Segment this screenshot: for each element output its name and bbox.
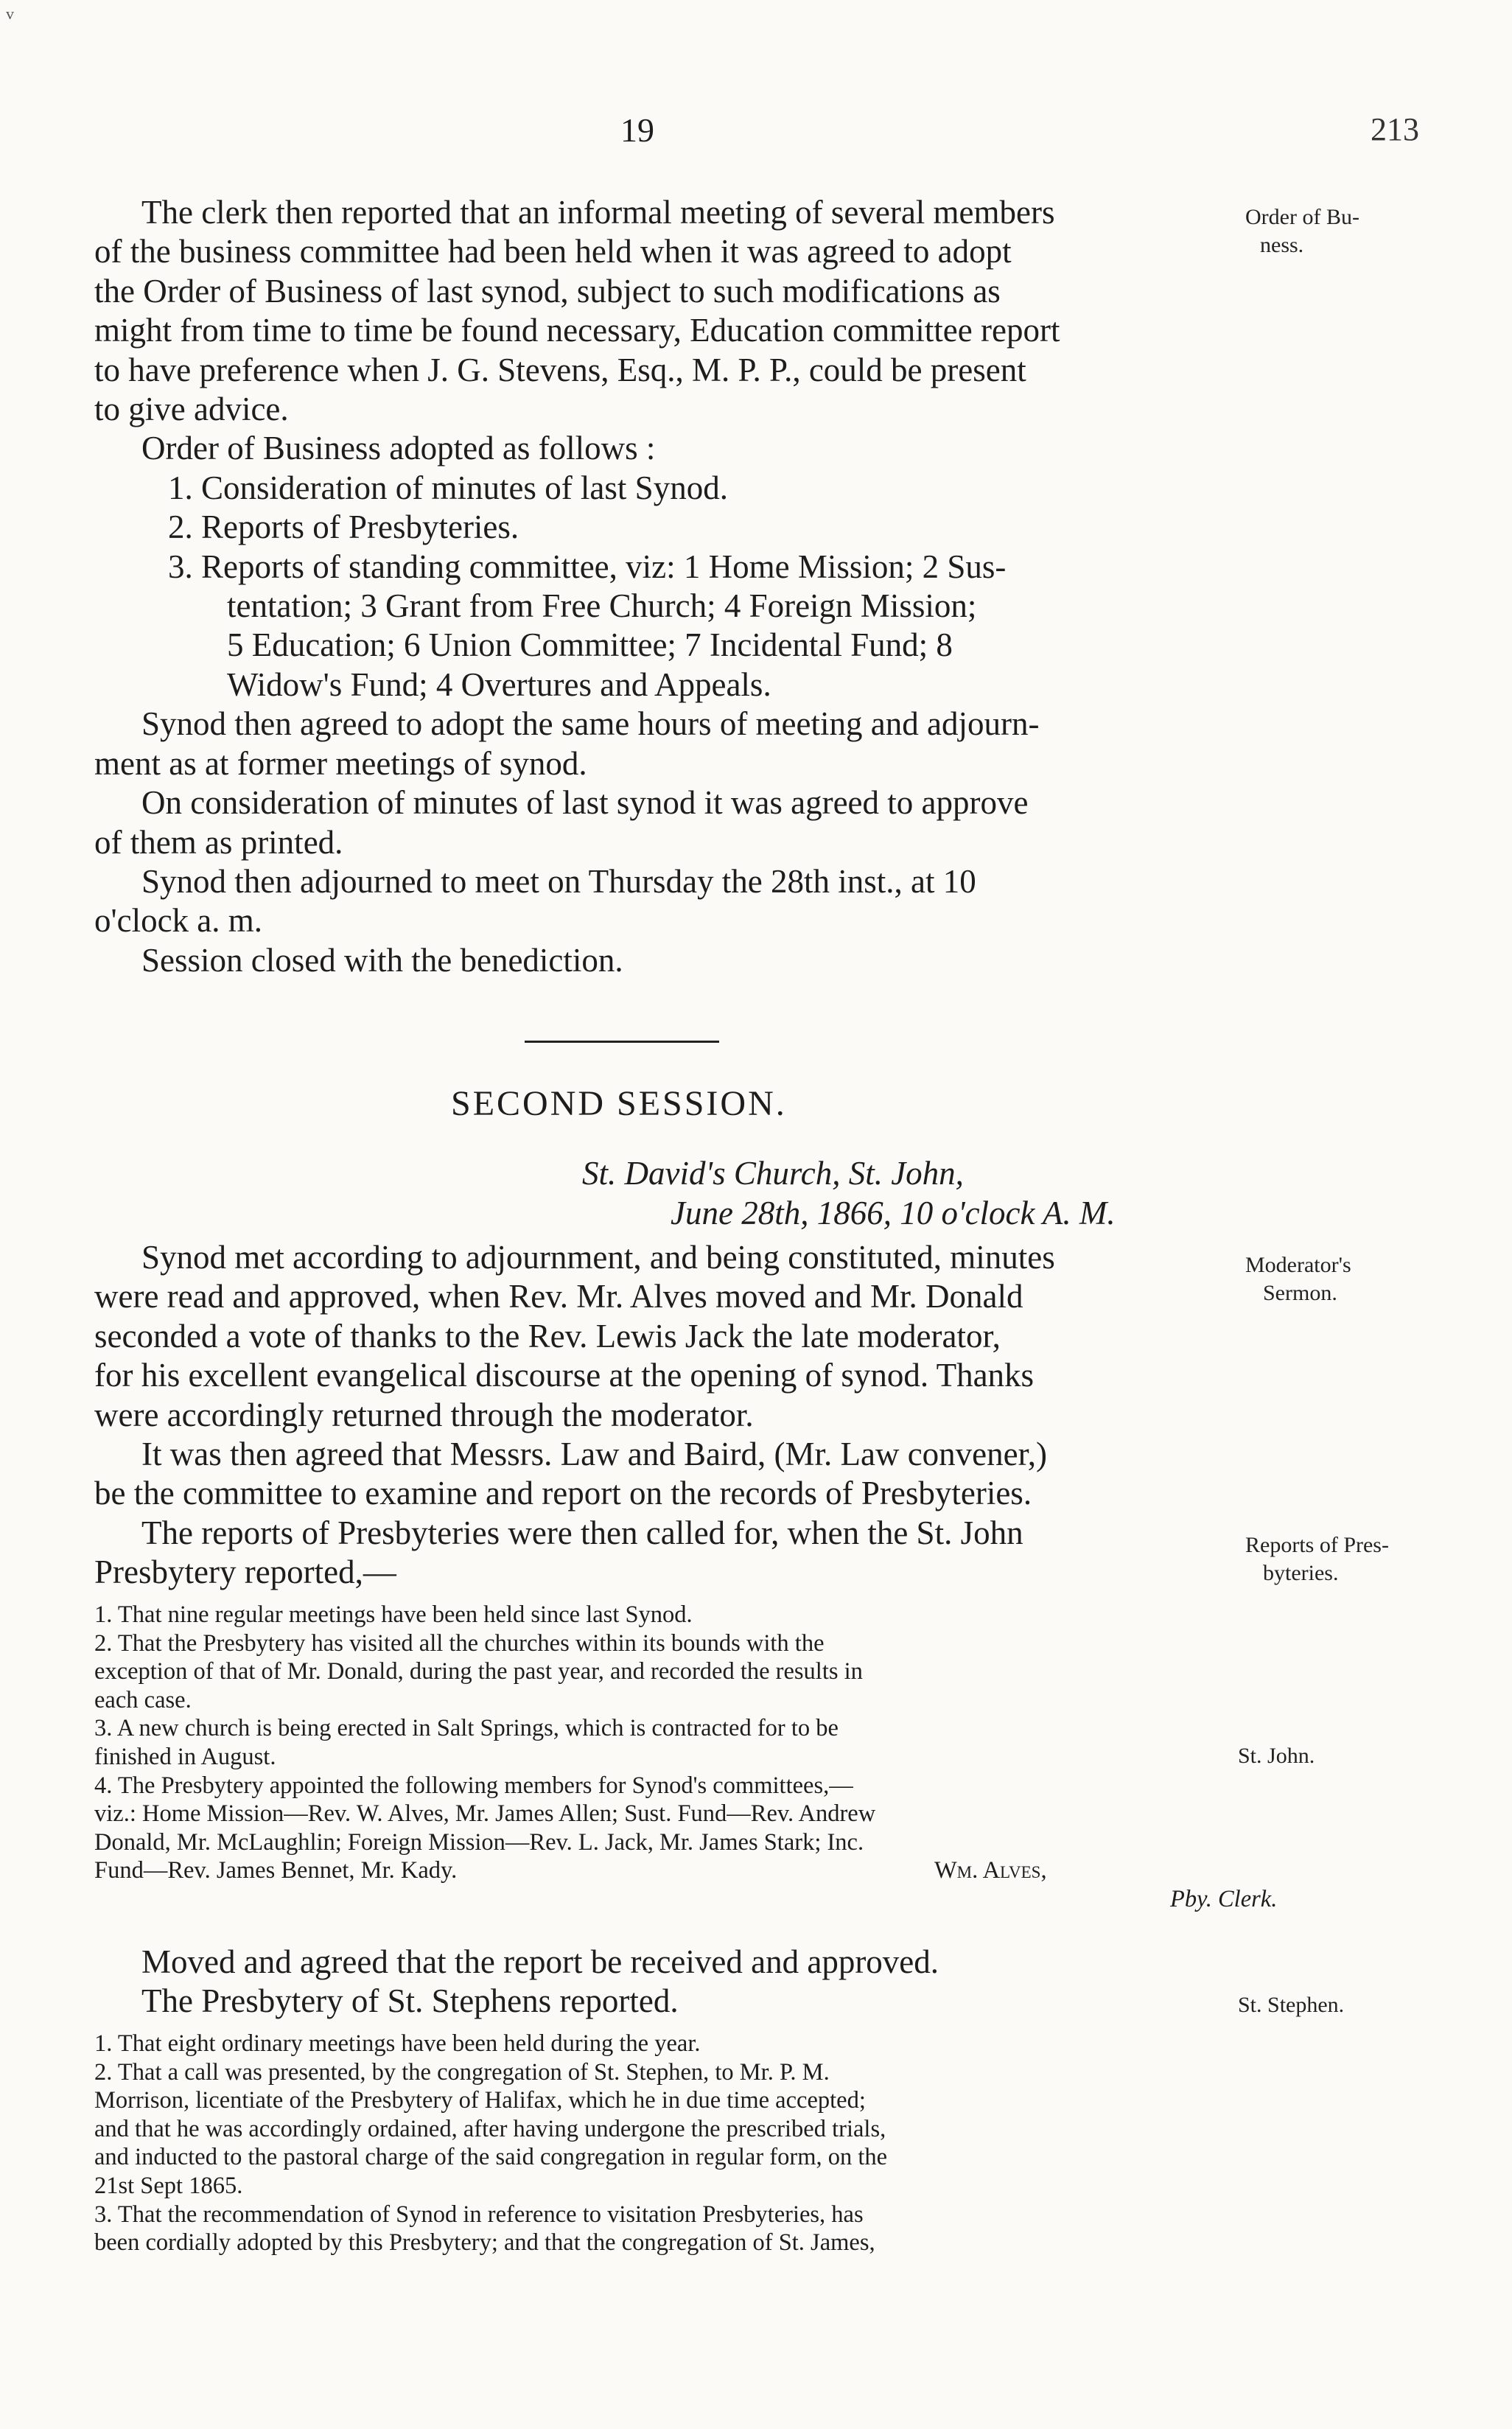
text-line: Fund—Rev. James Bennet, Mr. Kady. Wm. Alves, — [94, 1857, 1047, 1884]
text-line: 21st Sept 1865. — [94, 2172, 243, 2199]
signature-title: Pby. Clerk. — [1170, 1885, 1278, 1912]
text-line: It was then agreed that Messrs. Law and Baird, (Mr. Law convener,) — [141, 1436, 1048, 1473]
margin-note-reports-of-presbyteries: Reports of Pres- byteries. — [1245, 1533, 1389, 1585]
text-line: been cordially adopted by this Presbytery; and that the congregation of St. James, — [94, 2229, 875, 2257]
text-line: Session closed with the benediction. — [141, 941, 623, 979]
text-line: 1. That eight ordinary meetings have been held during the year. — [94, 2030, 701, 2057]
text-line: exception of that of Mr. Donald, during the past year, and recorded the results in — [94, 1658, 863, 1685]
text-line: and that he was accordingly ordained, after having undergone the prescribed trials, — [94, 2115, 886, 2142]
text-line: of them as printed. — [94, 823, 343, 861]
text-line: ment as at former meetings of synod. — [94, 744, 587, 782]
text-line: o'clock a. m. — [94, 902, 263, 940]
text-line: 2. That a call was presented, by the congregation of St. Stephen, to Mr. P. M. — [94, 2058, 830, 2086]
text-line: of the business committee had been held when it was agreed to adopt — [94, 233, 1012, 270]
st-stephen-report — [94, 2030, 1244, 2257]
text-line: might from time to time be found necessary, Education committee report — [94, 312, 1060, 349]
text-line: finished in August. — [94, 1743, 276, 1770]
margin-note-moderators-sermon: Moderator's Sermon. — [1245, 1253, 1351, 1305]
text-line: Donald, Mr. McLaughlin; Foreign Mission—Rev. L. Jack, Mr. James Stark; Inc. — [94, 1828, 864, 1856]
list-item: 2. Reports of Presbyteries. — [168, 508, 519, 546]
text-line: The reports of Presbyteries were then called for, when the St. John — [141, 1514, 1023, 1551]
text-line: Morrison, licentiate of the Presbytery of Halifax, which he in due time accepted; — [94, 2087, 866, 2114]
text-line: Widow's Fund; 4 Overtures and Appeals. — [227, 665, 771, 703]
text-line: Moved and agreed that the report be received and approved. — [141, 1943, 939, 1980]
text-line: 3. A new church is being erected in Salt Springs, which is contracted for to be — [94, 1715, 839, 1742]
text-line: 4. The Presbytery appointed the following members for Synod's committees,— — [94, 1772, 853, 1799]
text-line: The Presbytery of St. Stephens reported. — [141, 1982, 679, 2020]
session-place: St. David's Church, St. John, — [582, 1155, 964, 1192]
after-st-john-text — [94, 1943, 1244, 2021]
first-session-text — [94, 193, 1244, 980]
text-line: Order of Business adopted as follows : — [141, 430, 656, 467]
text-line: Synod then agreed to adopt the same hours of meeting and adjourn- — [141, 705, 1040, 743]
section-heading: SECOND SESSION. — [451, 1084, 787, 1123]
text-line: viz.: Home Mission—Rev. W. Alves, Mr. James Allen; Sust. Fund—Rev. Andrew — [94, 1800, 876, 1828]
list-item: 1. Consideration of minutes of last Synod. — [168, 469, 728, 506]
text-line: 1. That nine regular meetings have been held since last Synod. — [94, 1601, 693, 1628]
text-line: The clerk then reported that an informal meeting of several members — [141, 194, 1055, 231]
text-line: and inducted to the pastoral charge of the said congregation in regular form, on the — [94, 2144, 888, 2171]
text-line: to have preference when J. G. Stevens, Esq., M. P. P., could be present — [94, 351, 1026, 388]
text-line: tentation; 3 Grant from Free Church; 4 Foreign Mission; — [227, 587, 977, 625]
text-line: each case. — [94, 1686, 192, 1713]
text-line: be the committee to examine and report on the records of Presbyteries. — [94, 1475, 1032, 1512]
text-line: On consideration of minutes of last synod it was agreed to approve — [141, 784, 1029, 822]
margin-note-order-of-business: Order of Bu- ness. — [1245, 205, 1359, 257]
second-session-text — [94, 1238, 1244, 1593]
text-line: 5 Education; 6 Union Committee; 7 Incidental Fund; 8 — [227, 626, 953, 664]
session-date: June 28th, 1866, 10 o'clock A. M. — [671, 1195, 1116, 1231]
text-line: Presbytery reported,— — [94, 1553, 396, 1591]
text-line: Synod then adjourned to meet on Thursday the 28th inst., at 10 — [141, 862, 976, 900]
text-line: to give advice. — [94, 391, 289, 428]
text-line: were accordingly returned through the moderator. — [94, 1396, 754, 1433]
text-line: 3. That the recommendation of Synod in reference to visitation Presbyteries, has — [94, 2201, 864, 2228]
text-line: 2. That the Presbytery has visited all the churches within its bounds with the — [94, 1629, 825, 1657]
page-number-alt: 213 — [1371, 111, 1419, 147]
corner-mark: v — [6, 4, 14, 23]
signature-name: Wm. Alves, — [934, 1857, 1047, 1884]
page-number: 19 — [620, 111, 654, 149]
text-line: the Order of Business of last synod, subject to such modifications as — [94, 272, 1001, 310]
text-line: were read and approved, when Rev. Mr. Alves moved and Mr. Donald — [94, 1278, 1023, 1315]
text-line: for his excellent evangelical discourse at the opening of synod. Thanks — [94, 1357, 1035, 1394]
text-line: Synod met according to adjournment, and being constituted, minutes — [141, 1239, 1055, 1276]
list-item: 3. Reports of standing committee, viz: 1 Home Mission; 2 Sus- — [168, 548, 1007, 585]
margin-note-st-john: St. John. — [1238, 1744, 1315, 1768]
text-line: seconded a vote of thanks to the Rev. Lewis Jack the late moderator, — [94, 1317, 1001, 1355]
margin-note-st-stephen: St. Stephen. — [1238, 1993, 1345, 2017]
section-divider — [525, 1041, 719, 1043]
